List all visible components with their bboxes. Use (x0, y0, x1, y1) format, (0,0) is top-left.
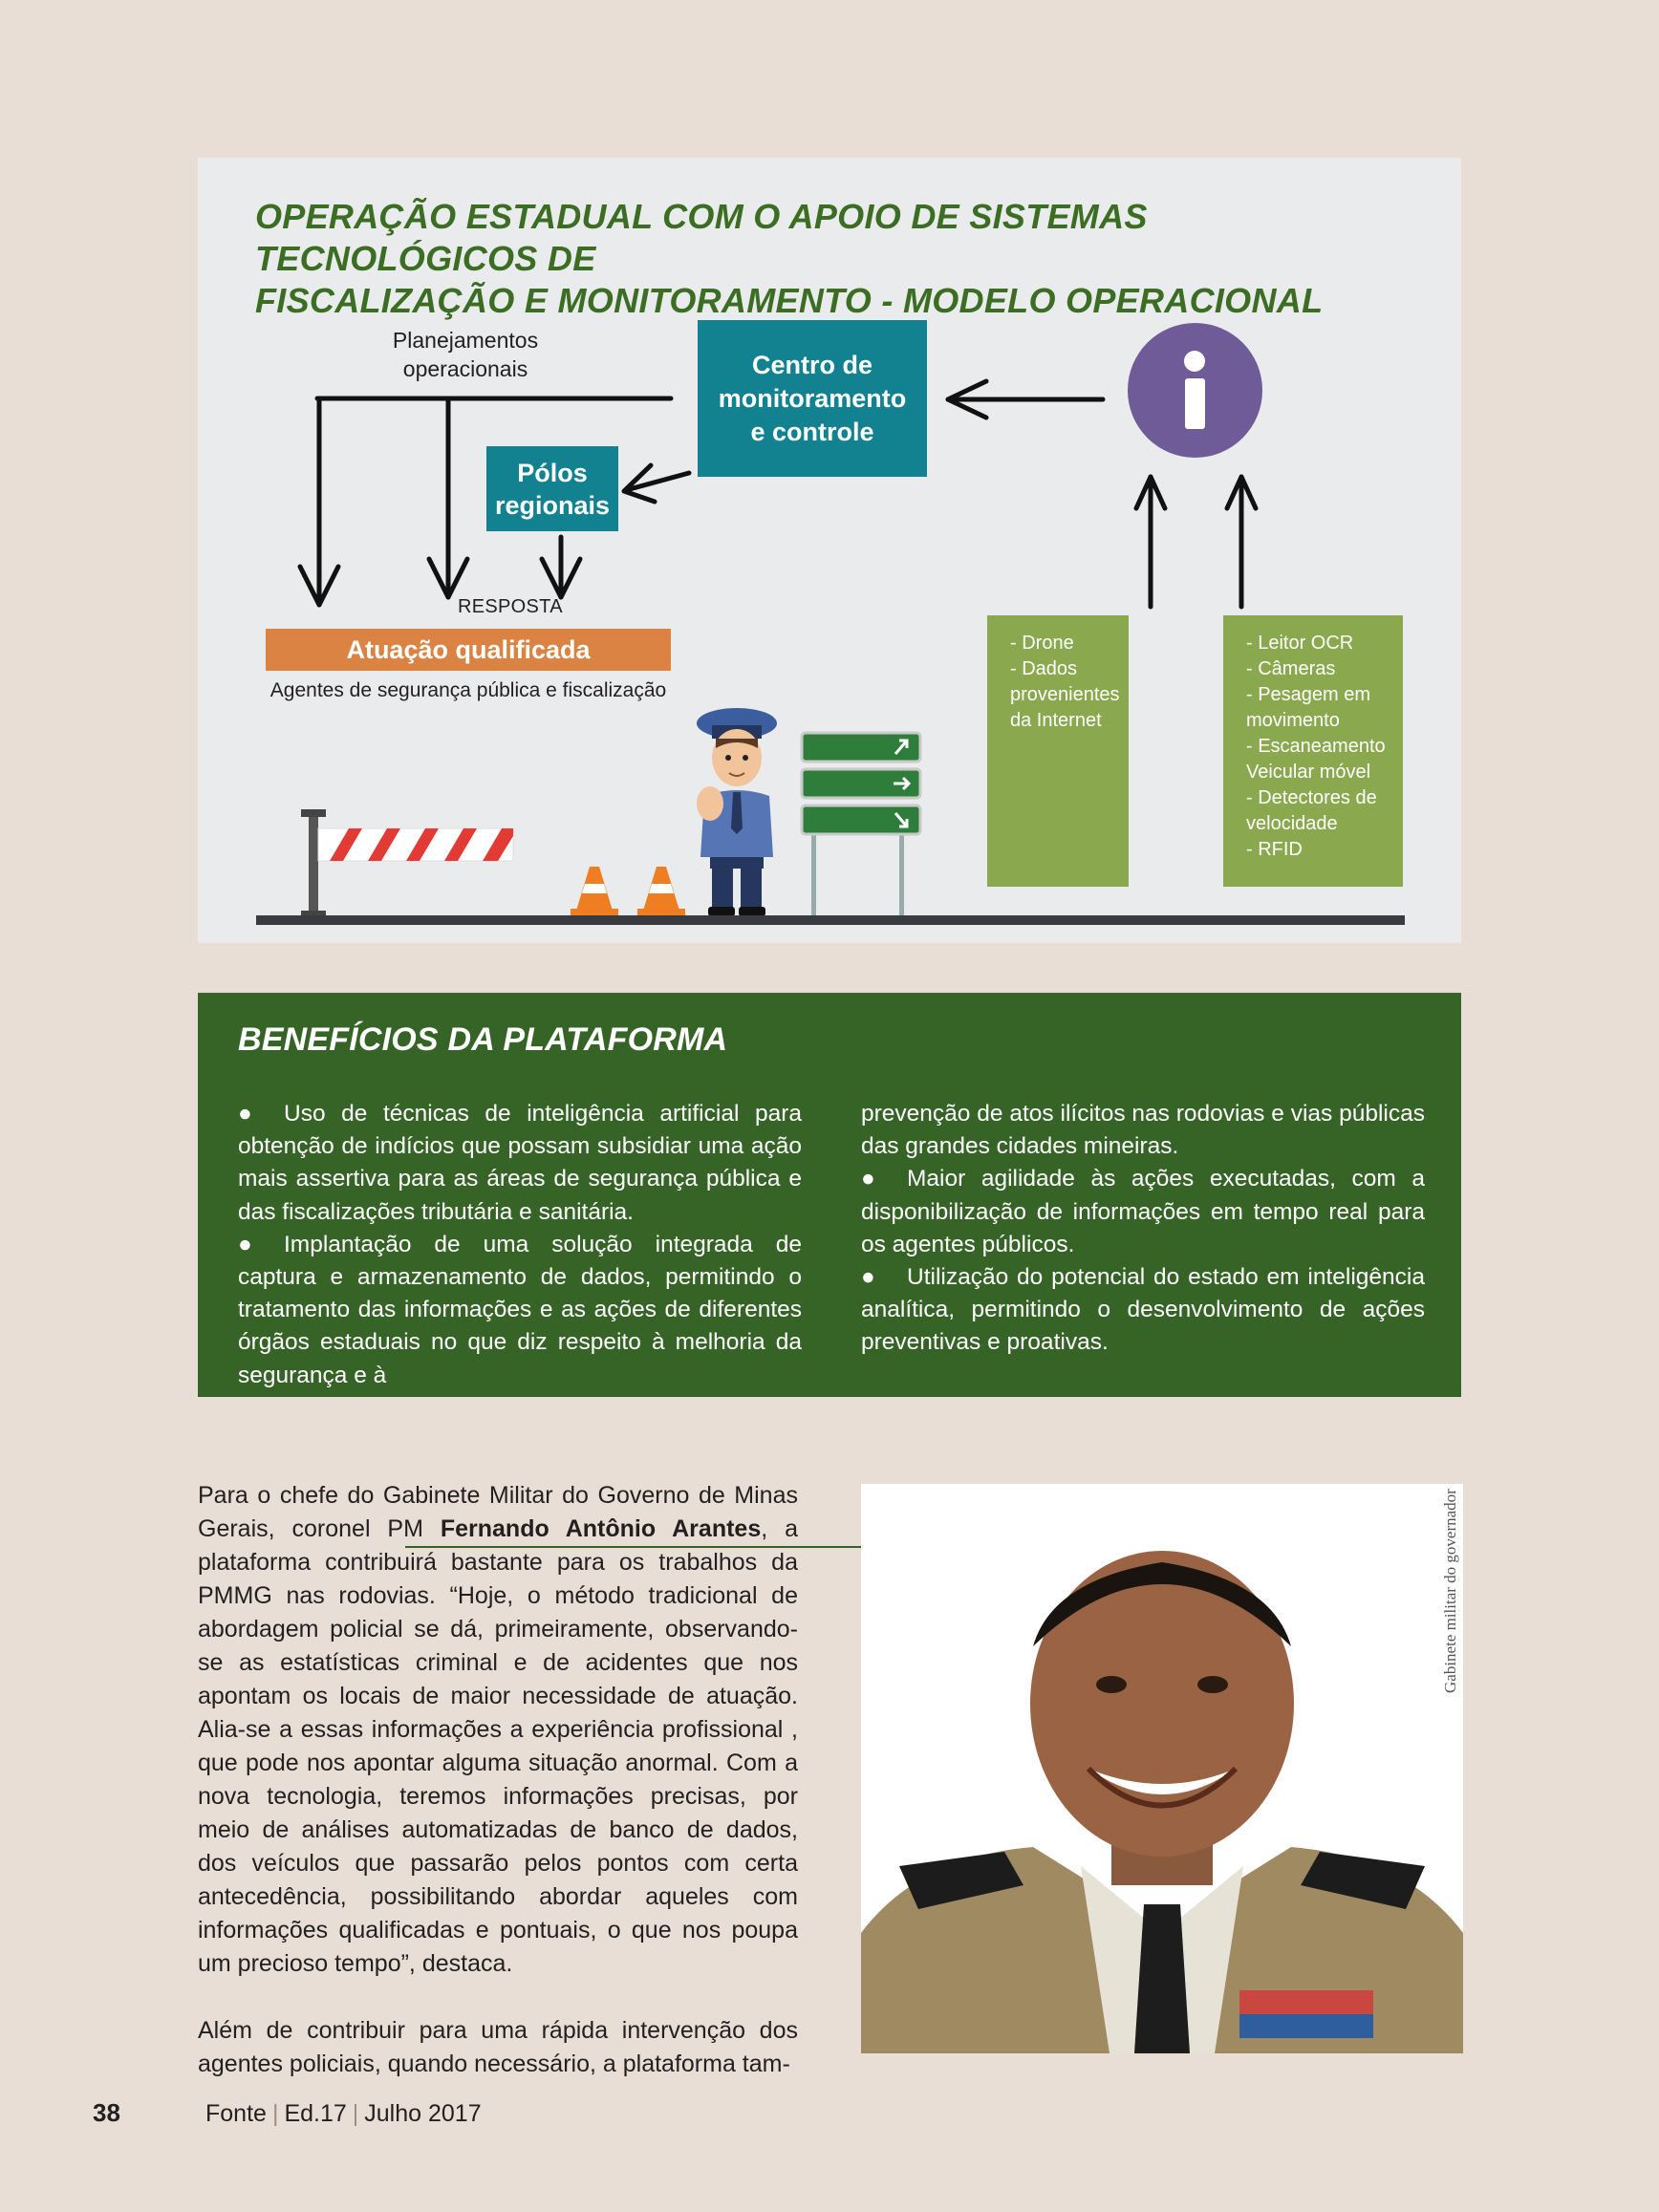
person-name: Fernando Antônio Arantes (440, 1515, 762, 1542)
caption-connector-line (405, 1546, 894, 1548)
benefit-item (861, 1261, 1425, 1360)
centro-monitoramento-box (698, 320, 927, 477)
planejamentos-label (365, 326, 566, 383)
benefit-item (861, 1163, 1425, 1261)
benefit-text: Uso de técnicas de inteligência artificial para obtenção de indícios que possam subsidiar uma ação mais assertiva para as áreas de segurança pública e das fiscalizações tributária e sanitária. (238, 1101, 802, 1225)
article-body (198, 1479, 798, 2081)
diagram-title-line2: FISCALIZAÇÃO E MONITORAMENTO - MODELO OPERACIONAL (255, 281, 1324, 320)
article-text: , a plataforma contribuirá bastante para os trabalhos da PMMG nas rodovias. “Hoje, o método tradicional de abordagem policial se dá, primeiramente, observando-se as estatísticas criminal e de acidentes que nos apontam os locais de maior necessidade de atuação. Alia-se a essas informações a experiência profissional , que pode nos apontar alguma situação anormal. Com a nova tecnologia, teremos informações precisas, por meio de análises automatizadas de banco de dados, dos veículos que passarão pelos pontos com certa antecedência, possibilitando abordar aqueles com informações qualificadas e pontuais, o que nos poupa um precioso tempo”, destaca. (198, 1515, 799, 1977)
page-number: 38 (93, 2098, 120, 2127)
traffic-cone-icon (637, 867, 685, 916)
bullet-icon: ● (238, 1231, 252, 1257)
road-ground (256, 915, 1405, 925)
planejamentos-line2: operacionais (402, 356, 528, 381)
benefits-column-left (238, 1098, 802, 1392)
benefit-item (238, 1098, 802, 1229)
photo-credit: Gabinete militar do governador (1441, 1489, 1459, 1693)
article-paragraph (198, 1479, 798, 1981)
barrier-icon (301, 807, 521, 920)
road-sign-icon (800, 731, 926, 918)
centro-line2: monitoramento (718, 383, 907, 413)
article-text: Para o chefe do Gabinete Militar do Governo de Minas Gerais, coronel PM (198, 1482, 798, 1542)
centro-line1: Centro de (751, 350, 873, 379)
benefits-title: BENEFÍCIOS DA PLATAFORMA (238, 1021, 728, 1058)
benefit-text: Implantação de uma solução integrada de captura e armazenamento de dados, permitindo o tratamento das informações e as ações de diferentes órgãos estaduais no que diz respeito à melhoria da segurança e à (238, 1231, 802, 1388)
benefit-text: Maior agilidade às ações executadas, com a disponibilização de informações em tempo real para os agentes públicos. (861, 1166, 1425, 1257)
diagram-panel (198, 158, 1461, 943)
bullet-icon: ● (861, 1264, 875, 1291)
polos-line2: regionais (494, 490, 611, 520)
footer-separator: | (352, 2100, 359, 2127)
centro-line3: e controle (750, 417, 874, 446)
publication-date: Julho 2017 (364, 2100, 482, 2127)
benefits-panel (198, 993, 1461, 1397)
benefit-item (238, 1229, 802, 1392)
bullet-icon: ● (238, 1101, 252, 1127)
footer-publication (205, 2100, 482, 2128)
benefits-column-right (861, 1098, 1425, 1360)
polos-regionais-box (486, 446, 618, 531)
benefit-continuation: prevenção de atos ilícitos nas rodovias e vias públicas das grandes cidades mineiras. (861, 1101, 1425, 1160)
planejamentos-line1: Planejamentos (392, 328, 539, 353)
atuacao-qualificada-bar: Atuação qualificada (266, 629, 671, 671)
benefit-text: Utilização do potencial do estado em inteligência analítica, permitindo o desenvolvimento de ações preventivas e proativas. (861, 1264, 1425, 1356)
police-officer-illustration (693, 704, 783, 916)
article-paragraph: Além de contribuir para uma rápida intervenção dos agentes policiais, quando necessário, a plataforma tam- (198, 2017, 798, 2077)
publication-name: Fonte (205, 2100, 267, 2127)
traffic-cone-icon (571, 867, 618, 916)
portrait-illustration (861, 1484, 1463, 2053)
portrait-photo (861, 1484, 1463, 2053)
footer-separator: | (271, 2100, 279, 2127)
polos-line1: Pólos (517, 458, 588, 487)
edition-number: Ed.17 (284, 2100, 347, 2127)
resposta-label: RESPOSTA (458, 596, 563, 617)
info-icon (1128, 323, 1262, 458)
agentes-label: Agentes de segurança pública e fiscalização (269, 679, 667, 701)
data-sources-box: - Drone - Dados provenientes da Internet (987, 615, 1129, 887)
diagram-title-line1: OPERAÇÃO ESTADUAL COM O APOIO DE SISTEMAS TECNOLÓGICOS DE (255, 197, 1148, 278)
sensors-box: - Leitor OCR - Câmeras - Pesagem em movimento - Escaneamento Veicular móvel - Detectores de velocidade - RFID (1223, 615, 1403, 887)
bullet-icon: ● (861, 1166, 875, 1192)
